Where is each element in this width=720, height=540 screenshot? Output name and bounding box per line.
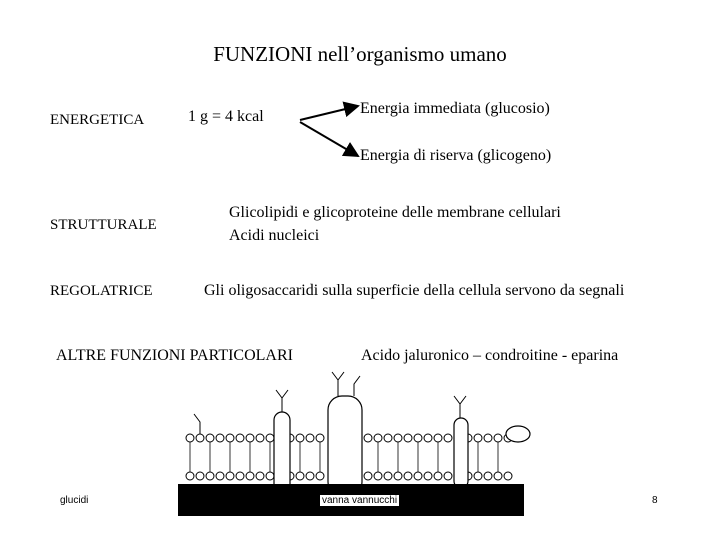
energy-immediate: Energia immediata (glucosio) [360, 100, 550, 117]
regulatory-text: Gli oligosaccaridi sulla superficie della cellula servono da segnali [204, 282, 625, 299]
energy-reserve: Energia di riserva (glicogeno) [360, 147, 552, 164]
strutturale-label: STRUTTURALE [50, 217, 157, 233]
structural-line-1: Glicolipidi e glicoproteine delle membrane cellulari [229, 204, 561, 221]
altre-label: ALTRE FUNZIONI PARTICOLARI [56, 347, 293, 364]
page-number: 8 [652, 495, 658, 506]
energetica-label: ENERGETICA [50, 112, 145, 128]
structural-line-2: Acidi nucleici [229, 227, 320, 244]
membrane-proteins [274, 396, 530, 496]
arrow-to-reserve [300, 122, 358, 156]
energy-value: 1 g = 4 kcal [188, 108, 264, 125]
slide-title: FUNZIONI nell’organismo umano [213, 42, 507, 66]
footer-left: glucidi [60, 495, 89, 506]
regolatrice-label: REGOLATRICE [50, 283, 153, 299]
cell-membrane-illustration [178, 368, 548, 516]
branch-arrows [296, 100, 366, 164]
altre-text: Acido jaluronico – condroitine - eparina [361, 347, 619, 364]
footer-center: vanna vannucchi [322, 495, 398, 506]
arrow-to-immediate [300, 106, 358, 120]
